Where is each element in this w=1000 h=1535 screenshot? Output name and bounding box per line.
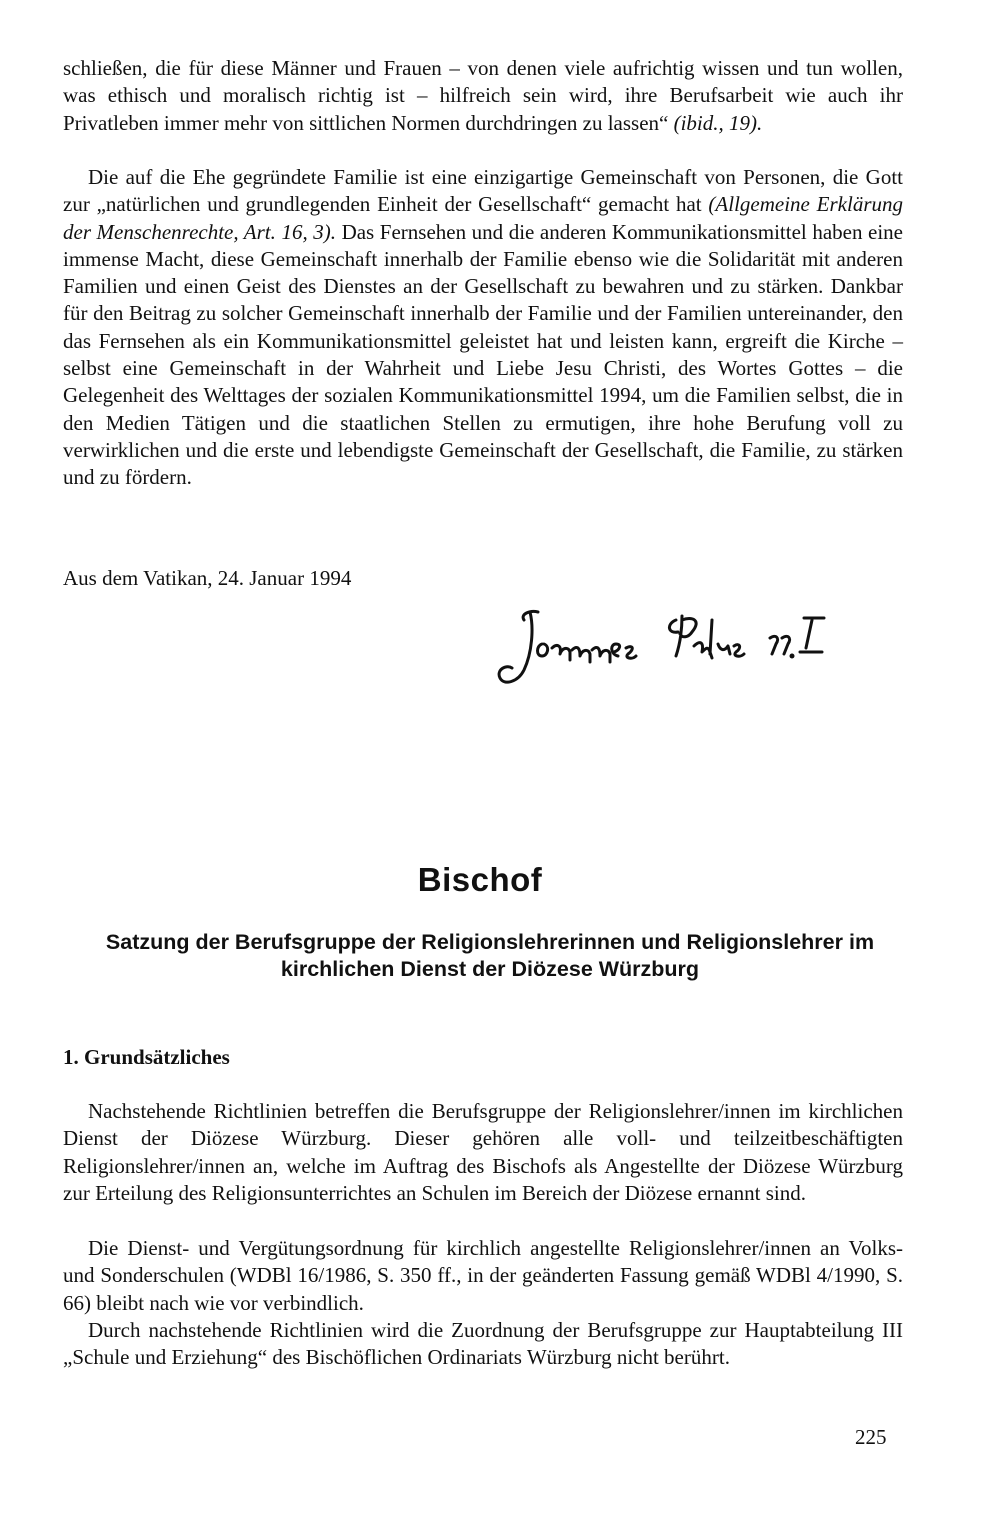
paragraph: Nachstehende Richtlinien betreffen die Berufsgruppe der Religionslehrer/innen im kirchlichen Dienst der Diözese Würzburg. Dieser gehören alle voll- und teilzeitbeschäftigten Religionslehrer/innen an, welche im Auftrag des Bischofs als Angestellte der Diözese Würzburg zur Erteilung des Religionsunterrichtes an Schulen im Bereich der Diözese ernannt sind. [63,1099,903,1205]
section-subtitle: Satzung der Berufsgruppe der Religionslehrerinnen und Religionslehrer im kirchlichen Dienst der Diözese Würzburg [105,930,875,981]
paragraph: Die Dienst- und Vergütungsordnung für kirchlich angestellte Religionslehrer/innen an Volks- und Sonderschulen (WDBl 16/1986, S. 350 ff., in der geänderten Fassung gemäß WDBl 4/1990, S. 66) bleibt nach wie vor verbindlich. [63,1236,903,1315]
signature [490,598,910,698]
page-number: 225 [855,1425,887,1449]
paragraph: Durch nachstehende Richtlinien wird die Zuordnung der Berufsgruppe zur Hauptabteilung III „Schule und Erziehung“ des Bischöflichen Ordinariats Würzburg nicht berührt. [63,1318,903,1370]
paragraph-closing-quote [63,55,903,137]
paragraph-text: schließen, die für diese Männer und Frauen – von denen viele aufrichtig wissen und tun wollen, was ethisch und moralisch richtig ist – hilfreich sein wird, ihre Berufsarbeit wie auch ihr Privatleben immer mehr von sittlichen Normen durchdringen zu lassen“ [63,56,903,135]
article-heading: 1. Grundsätzliches [63,1045,230,1069]
citation: (Allgemeine Erklärung der Menschenrechte, Art. 16, 3). [63,192,903,244]
dateline: Aus dem Vatikan, 24. Januar 1994 [63,566,352,590]
citation: (ibid., 19). [673,110,763,135]
paragraph-text: Die auf die Ehe gegründete Familie ist eine einzigartige Gemeinschaft von Personen, die Gott zur „natürlichen und grundlegenden Einheit der Gesellschaft“ gemacht hat [63,165,903,217]
paragraph-text: Das Fernsehen und die anderen Kommunikationsmittel haben eine immense Macht, diese Gemeinschaft innerhalb der Familie ebenso wie die Solidarität mit anderen Familien und einen Geist des Dienstes an der Gesellschaft zu bewahren und zu stärken. Dankbar für den Beitrag zu solcher Gemeinschaft innerhalb der Familie und der Familien untereinander, den das Fernsehen als ein Kommunikationsmittel geleistet hat und leisten kann, ergreift die Kirche – selbst eine Gemeinschaft in der Wahrheit und Liebe Jesu Christi, des Wortes Gottes – die Gelegenheit des Welttages der sozialen Kommunikationsmittel 1994, um die Familien selbst, die in den Medien Tätigen und die staatlichen Stellen zu ermutigen, ihre hohe Berufung voll zu verwirklichen und die erste und lebendigste Gemeinschaft der Gesellschaft, die Familie, zu stärken und zu fördern. [63,219,903,490]
paragraph-family [63,164,903,492]
section-title: Bischof [417,861,543,898]
